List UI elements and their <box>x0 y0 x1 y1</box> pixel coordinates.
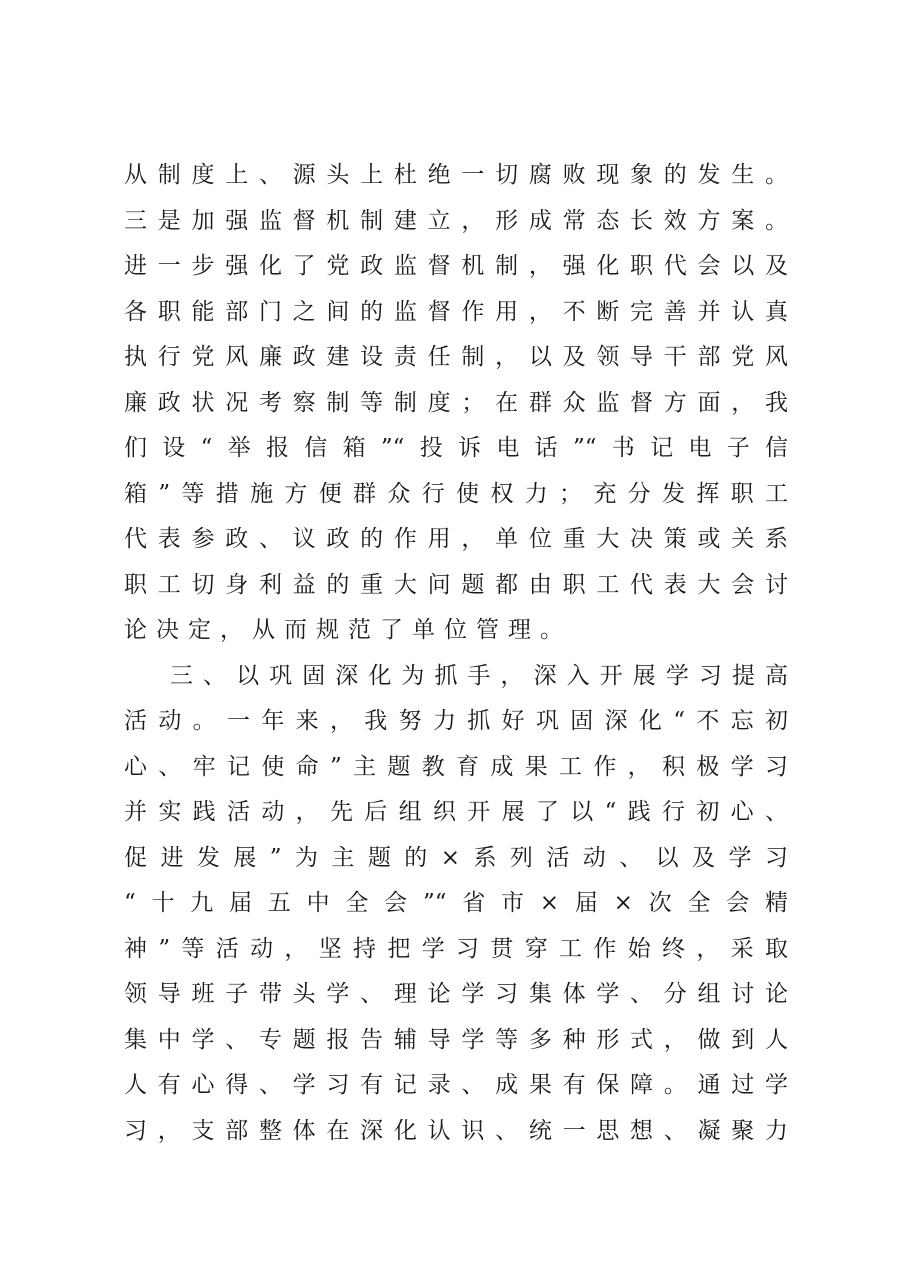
text-line: 廉政状况考察制等制度；在群众监督方面，我 <box>124 389 788 416</box>
text-line: 人有心得、学习有记录、成果有保障。通过学 <box>124 1072 788 1098</box>
body-text <box>124 153 788 1154</box>
text-line: 们设“举报信箱”“投诉电话”“书记电子信 <box>124 435 788 461</box>
text-line: 三是加强监督机制建立，形成常态长效方案。 <box>124 207 788 234</box>
text-line: 促进发展”为主题的×系列活动、以及学习 <box>124 844 788 871</box>
text-line: 习，支部整体在深化认识、统一思想、凝聚力 <box>124 1117 788 1144</box>
text-line: “十九届五中全会”“省市×届×次全会精 <box>124 890 788 916</box>
section-heading-line: 三、以巩固深化为抓手，深入开展学习提高 <box>170 662 788 689</box>
text-line: 职工切身利益的重大问题都由职工代表大会讨 <box>124 571 788 598</box>
text-line: 领导班子带头学、理论学习集体学、分组讨论 <box>124 981 788 1007</box>
text-line: 集中学、专题报告辅导学等多种形式，做到人 <box>124 1026 788 1053</box>
text-line: 进一步强化了党政监督机制，强化职代会以及 <box>124 253 788 279</box>
text-line: 并实践活动，先后组织开展了以“践行初心、 <box>124 799 788 825</box>
text-line: 神”等活动，坚持把学习贯穿工作始终，采取 <box>124 935 788 962</box>
text-line: 箱”等措施方便群众行使权力；充分发挥职工 <box>124 480 788 507</box>
text-line: 代表参政、议政的作用，单位重大决策或关系 <box>124 526 788 552</box>
text-line: 心、牢记使命”主题教育成果工作，积极学习 <box>124 753 788 780</box>
text-line: 执行党风廉政建设责任制，以及领导干部党风 <box>124 344 788 370</box>
text-line: 从制度上、源头上杜绝一切腐败现象的发生。 <box>124 162 788 188</box>
paragraph-end-line: 论决定，从而规范了单位管理。 <box>124 617 572 643</box>
text-line: 各职能部门之间的监督作用，不断完善并认真 <box>124 298 788 325</box>
text-line: 活动。一年来，我努力抓好巩固深化“不忘初 <box>124 708 788 734</box>
